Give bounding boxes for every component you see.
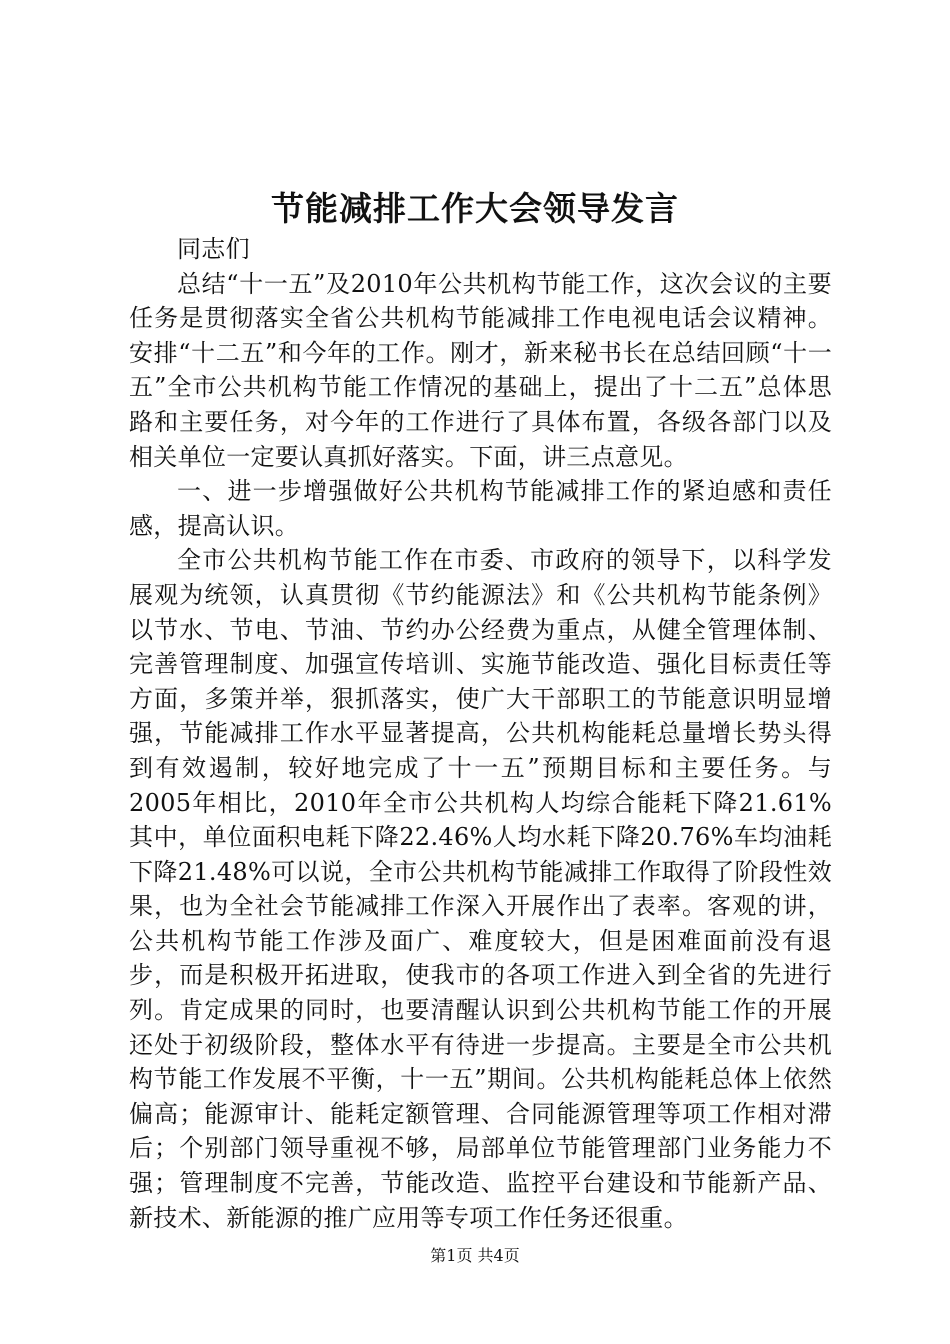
section-heading-paragraph: 一、进一步增强做好公共机构节能减排工作的紧迫感和责任感，提高认识。 [129, 477, 832, 540]
page-number-footer: 第1页 共4页 [430, 1246, 520, 1265]
intro-paragraph: 总结“十一五”及2010年公共机构节能工作，这次会议的主要任务是贯彻落实全省公共机构节能减排工作电视电话会议精神。安排“十二五”和今年的工作。刚才，新来秘书长在总结回顾“十一五”全市公共机构节能工作情况的基础上，提出了十二五”总体思路和主要任务，对今年的工作进行了具体布置，各级各部门以及相关单位一定要认真抓好落实。下面，讲三点意见。 [129, 269, 832, 471]
salutation-paragraph: 同志们 [177, 235, 250, 263]
document-title: 节能减排工作大会领导发言 [271, 189, 679, 228]
document-body [129, 232, 832, 1235]
body-paragraph: 全市公共机构节能工作在市委、市政府的领导下，以科学发展观为统领，认真贯彻《节约能源法》和《公共机构节能条例》以节水、节电、节油、节约办公经费为重点，从健全管理体制、完善管理制度、加强宣传培训、实施节能改造、强化目标责任等方面，多策并举，狠抓落实，使广大干部职工的节能意识明显增强，节能减排工作水平显著提高，公共机构能耗总量增长势头得到有效遏制，较好地完成了十一五”预期目标和主要任务。与2005年相比，2010年全市公共机构人均综合能耗下降21.61%其中，单位面积电耗下降22.46%人均水耗下降20.76%车均油耗下降21.48%可以说，全市公共机构节能减排工作取得了阶段性效果，也为全社会节能减排工作深入开展作出了表率。客观的讲，公共机构节能工作涉及面广、难度较大，但是困难面前没有退步，而是积极开拓进取，使我市的各项工作进入到全省的先进行列。肯定成果的同时，也要清醒认识到公共机构节能工作的开展还处于初级阶段，整体水平有待进一步提高。主要是全市公共机构节能工作发展不平衡，十一五”期间。公共机构能耗总体上依然偏高；能源审计、能耗定额管理、合同能源管理等项工作相对滞后；个别部门领导重视不够，局部单位节能管理部门业务能力不强；管理制度不完善，节能改造、监控平台建设和节能新产品、新技术、新能源的推广应用等专项工作任务还很重。 [129, 546, 832, 1232]
